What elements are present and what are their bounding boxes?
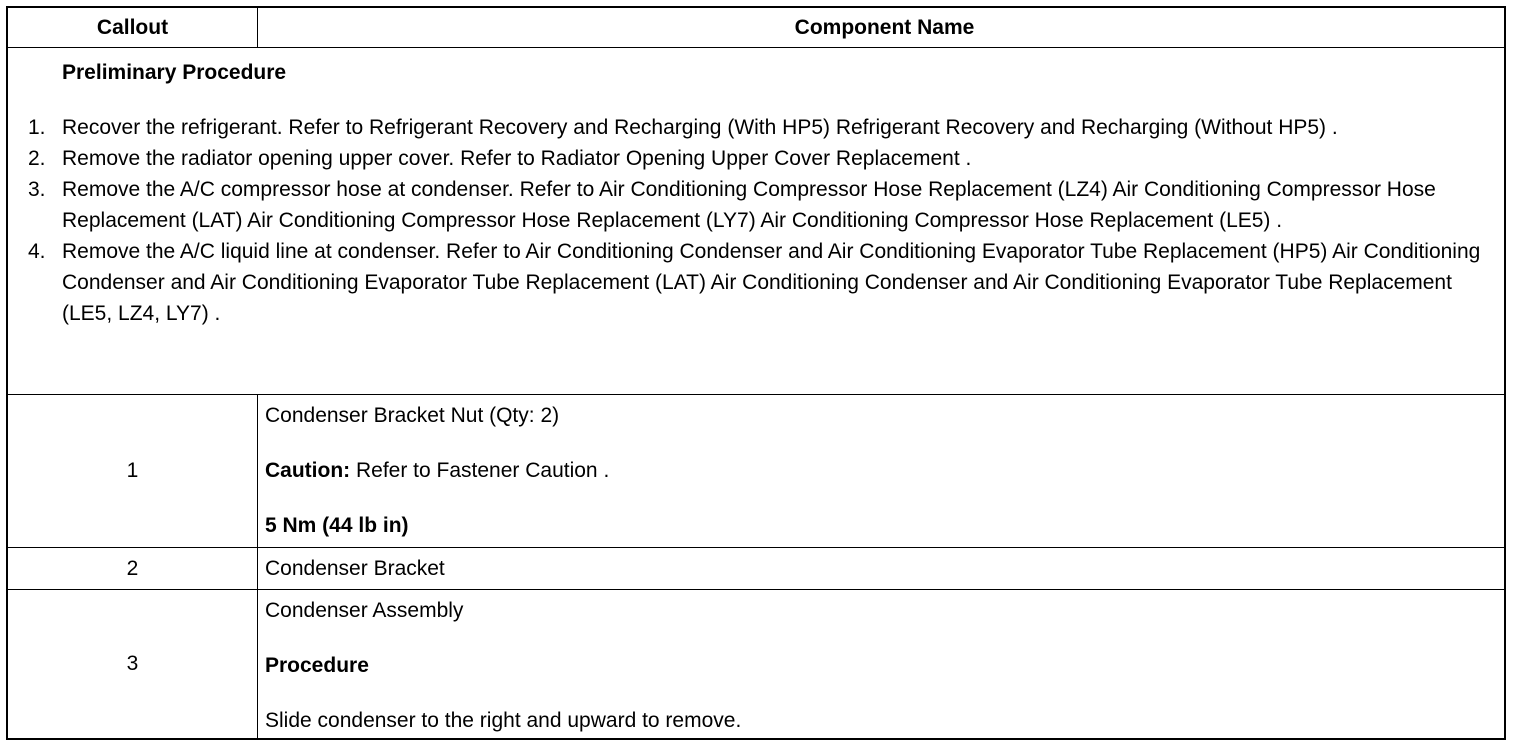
callout-number: 3	[8, 590, 258, 738]
table-row	[8, 395, 1504, 548]
list-item	[8, 174, 1504, 236]
component-name: Condenser Bracket	[265, 557, 445, 580]
procedure-label: Procedure	[265, 654, 369, 677]
caution-text: Refer to Fastener Caution .	[350, 459, 610, 482]
list-item	[8, 112, 1504, 143]
table-row	[8, 548, 1504, 590]
table-row	[8, 590, 1504, 738]
step-number: 2.	[28, 147, 46, 170]
preliminary-procedure-title: Preliminary Procedure	[62, 61, 287, 84]
list-item	[8, 143, 1504, 174]
component-name: Condenser Bracket Nut (Qty: 2)	[265, 404, 560, 427]
preliminary-steps-list	[8, 112, 1504, 329]
header-callout: Callout	[8, 8, 258, 47]
callout-number: 1	[8, 395, 258, 547]
step-text: Remove the A/C liquid line at condenser. Refer to Air Conditioning Condenser and Air Conditioning Evaporator Tube Replacement (HP5) Air Conditioning Condenser and Air Conditioning Evaporator Tube Replacement (LAT) Air Conditioning Condenser and Air Conditioning Evaporator Tube Replacement (LE5, LZ4, LY7) .	[62, 240, 1481, 325]
component-cell	[258, 548, 1504, 589]
step-text: Recover the refrigerant. Refer to Refrigerant Recovery and Recharging (With HP5) Refrigerant Recovery and Recharging (Without HP5) .	[62, 116, 1338, 139]
step-number: 4.	[28, 240, 46, 263]
step-number: 1.	[28, 116, 46, 139]
caution-line	[265, 459, 609, 483]
step-number: 3.	[28, 178, 46, 201]
callout-number: 2	[8, 548, 258, 589]
header-component-name: Component Name	[794, 15, 975, 39]
caution-label: Caution:	[265, 459, 351, 482]
procedure-text: Slide condenser to the right and upward to remove.	[265, 709, 742, 732]
step-text: Remove the radiator opening upper cover. Refer to Radiator Opening Upper Cover Replacement .	[62, 147, 972, 170]
component-cell	[258, 590, 1504, 738]
preliminary-procedure-row	[8, 48, 1504, 395]
torque-spec: 5 Nm (44 lb in)	[265, 514, 409, 537]
preliminary-procedure	[8, 48, 1504, 394]
step-text: Remove the A/C compressor hose at condenser. Refer to Air Conditioning Compressor Hose Replacement (LZ4) Air Conditioning Compressor Hose Replacement (LAT) Air Conditioning Compressor Hose Replacement (LY7) Air Conditioning Compressor Hose Replacement (LE5) .	[62, 178, 1436, 232]
component-cell	[258, 395, 1504, 547]
component-name: Condenser Assembly	[265, 599, 464, 622]
table-header-row	[8, 8, 1504, 48]
component-table	[6, 6, 1506, 740]
list-item	[8, 236, 1504, 329]
